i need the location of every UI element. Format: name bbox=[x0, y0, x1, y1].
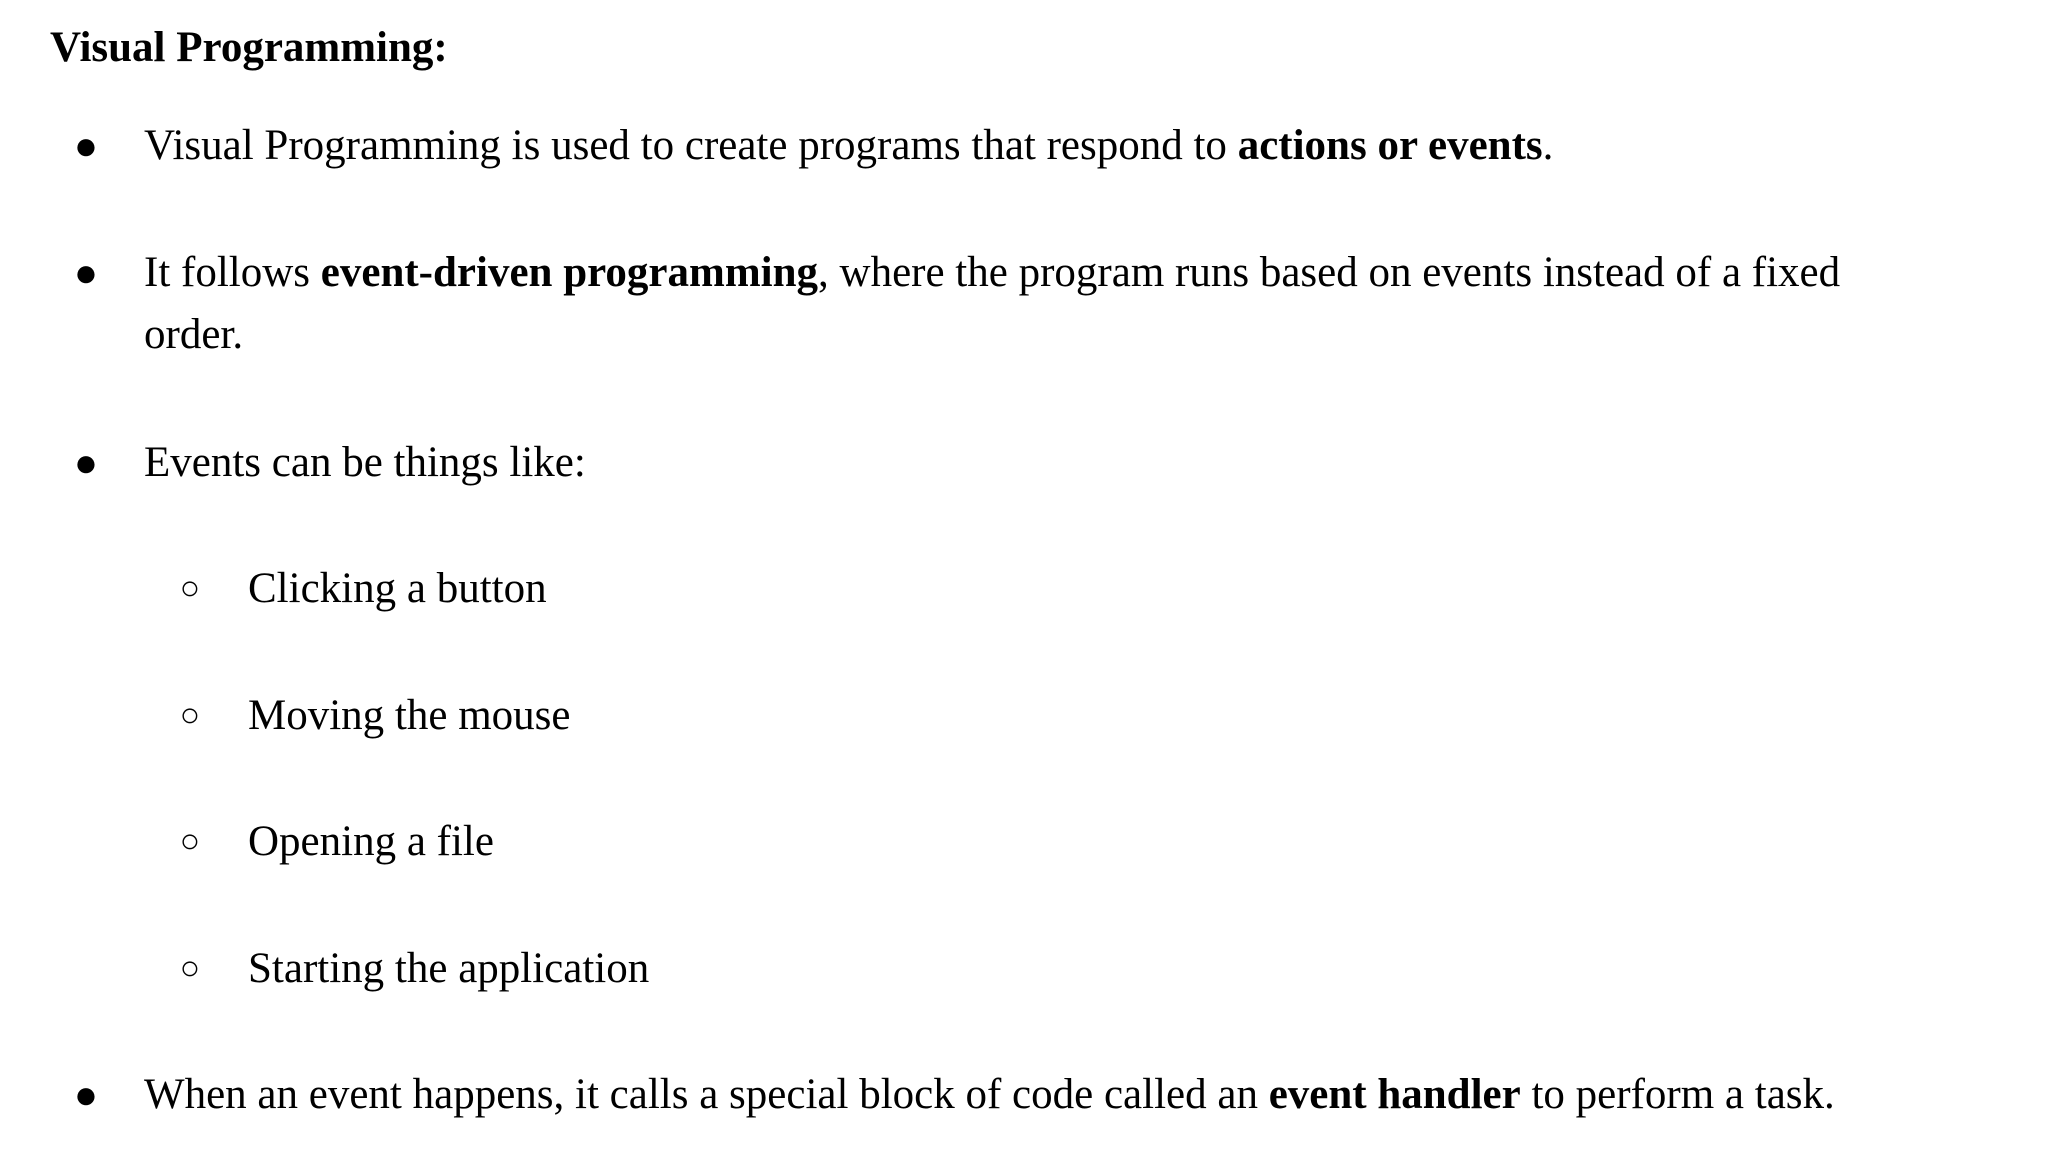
bold-phrase: event handler bbox=[1268, 1071, 1521, 1118]
list-item-text: Events can be things like: bbox=[144, 439, 586, 486]
sub-bullet-marker: ○ bbox=[179, 697, 201, 734]
list-item-text: When an event happens, it calls a special block of code called an event handler to perform a task. bbox=[144, 1071, 1835, 1118]
bullet-marker: ● bbox=[73, 123, 99, 168]
sub-list-item-text: Opening a file bbox=[248, 818, 494, 865]
list-item-text: It follows event-driven programming, where the program runs based on events instead of a fixed order. bbox=[144, 249, 1841, 358]
bullet-marker: ● bbox=[73, 250, 99, 295]
sub-bullet-marker: ○ bbox=[179, 823, 201, 860]
bullet-marker: ● bbox=[73, 1072, 99, 1117]
sub-list-item-text: Starting the application bbox=[248, 945, 650, 992]
sub-list-item-text: Clicking a button bbox=[248, 565, 547, 612]
bold-phrase: actions or events bbox=[1237, 122, 1543, 169]
sub-list-item-text: Moving the mouse bbox=[248, 692, 571, 739]
list-item-text: Visual Programming is used to create programs that respond to actions or events. bbox=[144, 122, 1554, 169]
list-item-continuation: order. bbox=[144, 311, 244, 358]
sub-bullet-marker: ○ bbox=[179, 570, 201, 607]
bold-phrase: event-driven programming bbox=[320, 249, 819, 296]
sub-bullet-marker: ○ bbox=[179, 950, 201, 987]
page-title: Visual Programming: bbox=[50, 24, 448, 71]
bullet-marker: ● bbox=[73, 440, 99, 485]
